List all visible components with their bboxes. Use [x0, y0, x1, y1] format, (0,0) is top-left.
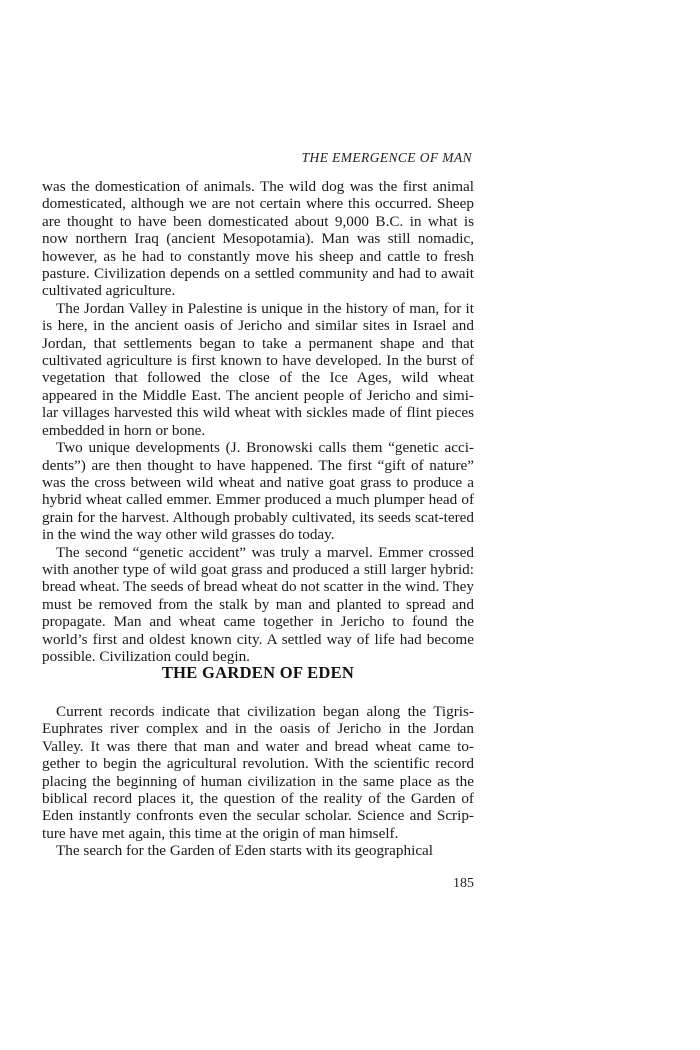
- paragraph: Two unique developments (J. Bronowski calls them “genetic acci-dents”) are then thought to have happened. The first “gift of nature” was the cross between wild wheat and native goat grass to produce a hybrid wheat called emmer. Emmer produced a much plumper head of grain for the harvest. Although probably cultivated, its seeds scat-tered in the wind the way other wild grasses do today.: [42, 439, 474, 544]
- paragraph: The search for the Garden of Eden starts with its geographical: [56, 842, 434, 860]
- page-number: 185: [453, 876, 474, 891]
- paragraph: The Jordan Valley in Palestine is unique in the history of man, for it is here, in the ancient oasis of Jericho and similar sites in Israel and Jordan, that settlements began to take a permanent shape and that cultivated agriculture is first known to have developed. In the burst of vegetation that followed the close of the Ice Ages, wild wheat appeared in the Middle East. The ancient people of Jericho and simi-lar villages harvested this wild wheat with sickles made of flint pieces embedded in horn or bone.: [42, 299, 474, 439]
- body-text-bottom: [42, 703, 474, 860]
- section-heading: THE GARDEN OF EDEN: [161, 663, 355, 682]
- running-head: THE EMERGENCE OF MAN: [301, 150, 472, 165]
- paragraph: was the domestication of animals. The wild dog was the first animal domesticated, although we are not certain where this occurred. Sheep are thought to have been domesticated about 9,000 B.C. in what is now northern Iraq (ancient Mesopotamia). Man was still nomadic, however, as he had to constantly move his sheep and cattle to fresh pasture. Civilization depends on a settled community and had to await cultivated agriculture.: [42, 178, 474, 300]
- body-text-top: [42, 178, 474, 665]
- paragraph: The second “genetic accident” was truly a marvel. Emmer crossed with another type of wild goat grass and produced a still larger hybrid: bread wheat. The seeds of bread wheat do not scatter in the wind. They must be removed from the stalk by man and planted to spread and propagate. Man and wheat came together in Jericho to found the world’s first and oldest known city. A settled way of life had become possible. Civilization could begin.: [42, 543, 474, 665]
- paragraph: Current records indicate that civilization began along the Tigris-Euphrates river complex and in the oasis of Jericho in the Jordan Valley. It was there that man and water and bread wheat came to-gether to begin the agricultural revolution. With the scientific record placing the beginning of human civilization in the same place as the biblical record places it, the question of the reality of the Garden of Eden instantly confronts even the secular scholar. Science and Scrip-ture have met again, this time at the origin of man himself.: [42, 703, 474, 842]
